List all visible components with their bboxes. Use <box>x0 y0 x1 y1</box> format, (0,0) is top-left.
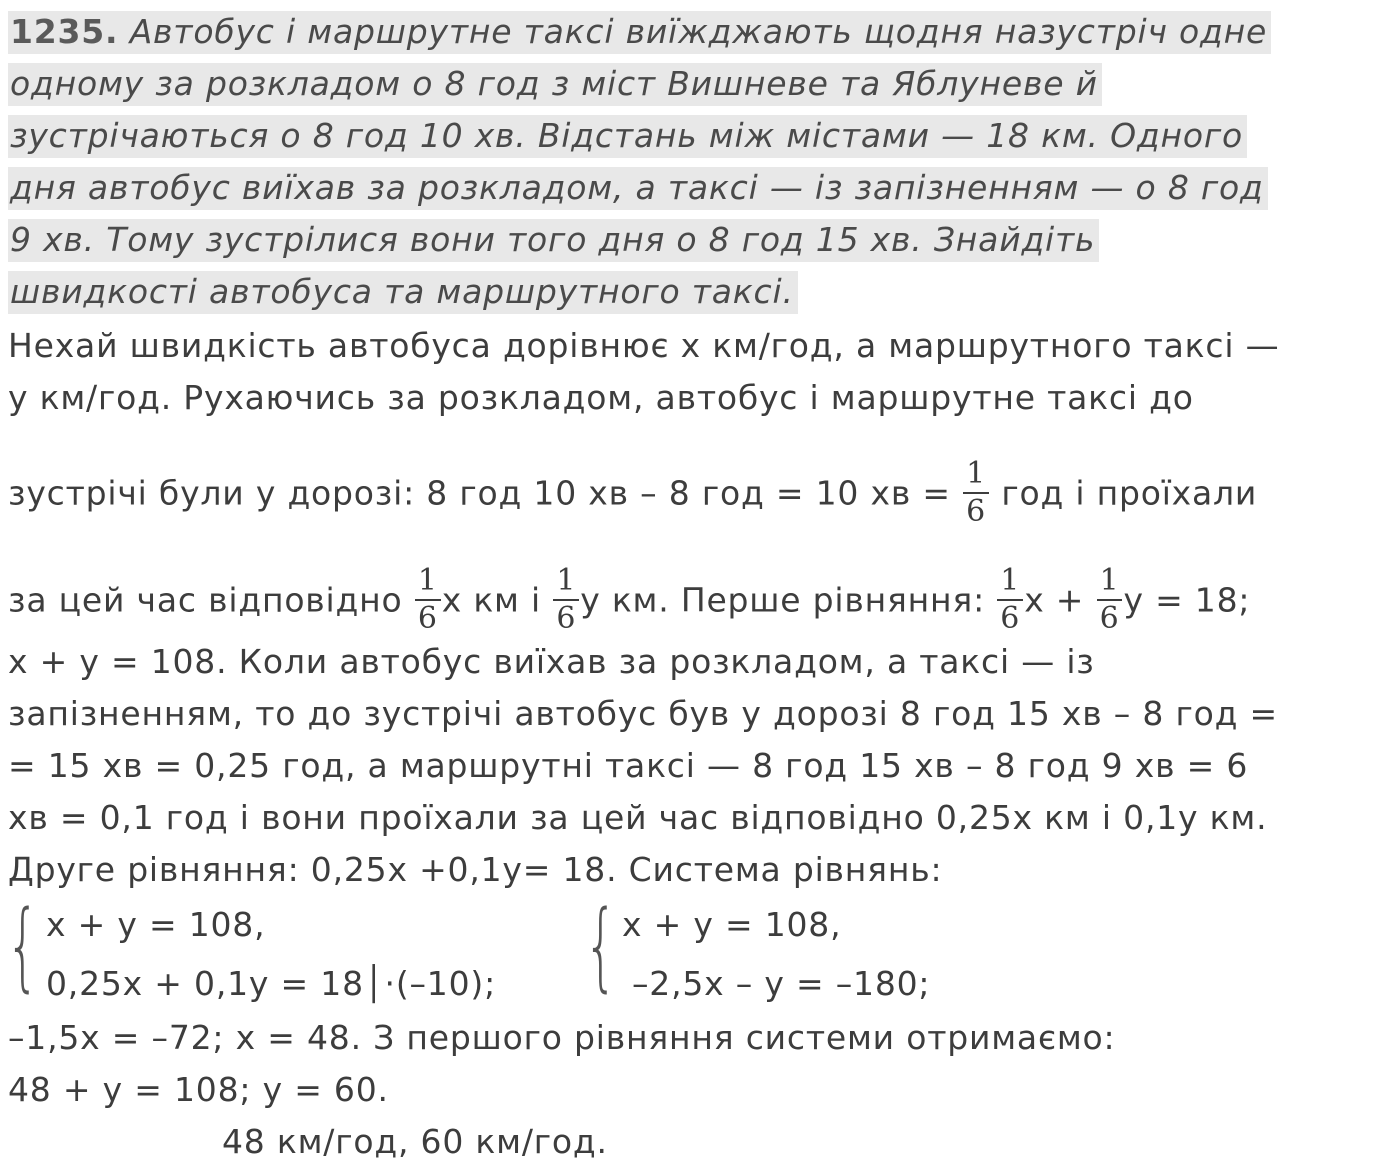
brace-icon: { <box>584 890 618 1002</box>
solution-line: = 15 хв = 0,25 год, а маршрутні таксі — 8 год 15 хв – 8 год 9 хв = 6 <box>8 746 1249 785</box>
fraction: $\frac{1}{6}$ <box>963 456 989 530</box>
problem-line: 9 хв. Тому зустрілися вони того дня о 8 год 15 хв. Знайдіть <box>8 220 1099 260</box>
brace-icon: { <box>6 890 40 1002</box>
fraction: $\frac{1}{6}$ <box>997 563 1023 637</box>
solution-line: х + у = 108. Коли автобус виїхав за розкладом, а таксі — із <box>8 642 1095 681</box>
problem-line: швидкості автобуса та маршрутного таксі. <box>8 272 798 312</box>
solution-line: хв = 0,1 год і вони проїхали за цей час відповідно 0,25х км і 0,1у км. <box>8 798 1268 837</box>
solution-line: Друге рівняння: 0,25х +0,1у= 18. Система рівнянь: <box>8 850 943 889</box>
problem-number: 1235. <box>10 12 119 51</box>
fraction: $\frac{1}{6}$ <box>1097 563 1123 637</box>
fraction: $\frac{1}{6}$ <box>415 563 441 637</box>
solution-line: у км/год. Рухаючись за розкладом, автобус і маршрутне таксі до <box>8 378 1194 417</box>
problem-line: дня автобус виїхав за розкладом, а таксі — із запізненням — о 8 год <box>8 168 1268 208</box>
solution-line: зустрічі були у дорозі: 8 год 10 хв – 8 год = 10 хв = $\frac{1}{6}$ год і проїхали <box>8 456 1258 529</box>
solution-line: за цей час відповідно $\frac{1}{6}$ х км і $\frac{1}{6}$ у км. Перше рівняння: $\frac{1}{6}$ х + $\frac{1}{6}$ у = 18; <box>8 563 1251 636</box>
solution-line: запізненням, то до зустрічі автобус був у дорозі 8 год 15 хв – 8 год = <box>8 694 1278 733</box>
problem-line: 1235. Автобус і маршрутне таксі виїжджають щодня назустріч одне <box>8 12 1271 52</box>
problem-line: одному за розкладом о 8 год з міст Вишневе та Яблуневе й <box>8 64 1102 104</box>
solution-line: –1,5х = –72; х = 48. З першого рівняння системи отримаємо: <box>8 1018 1116 1057</box>
problem-line: зустрічаються о 8 год 10 хв. Відстань між містами — 18 км. Одного <box>8 116 1247 156</box>
solution-line: 48 + у = 108; у = 60. <box>8 1070 389 1109</box>
fraction: $\frac{1}{6}$ <box>553 563 579 637</box>
answer: 48 км/год, 60 км/год. <box>222 1122 608 1161</box>
solution-line: Нехай швидкість автобуса дорівнює х км/год, а маршрутного таксі — <box>8 326 1280 365</box>
